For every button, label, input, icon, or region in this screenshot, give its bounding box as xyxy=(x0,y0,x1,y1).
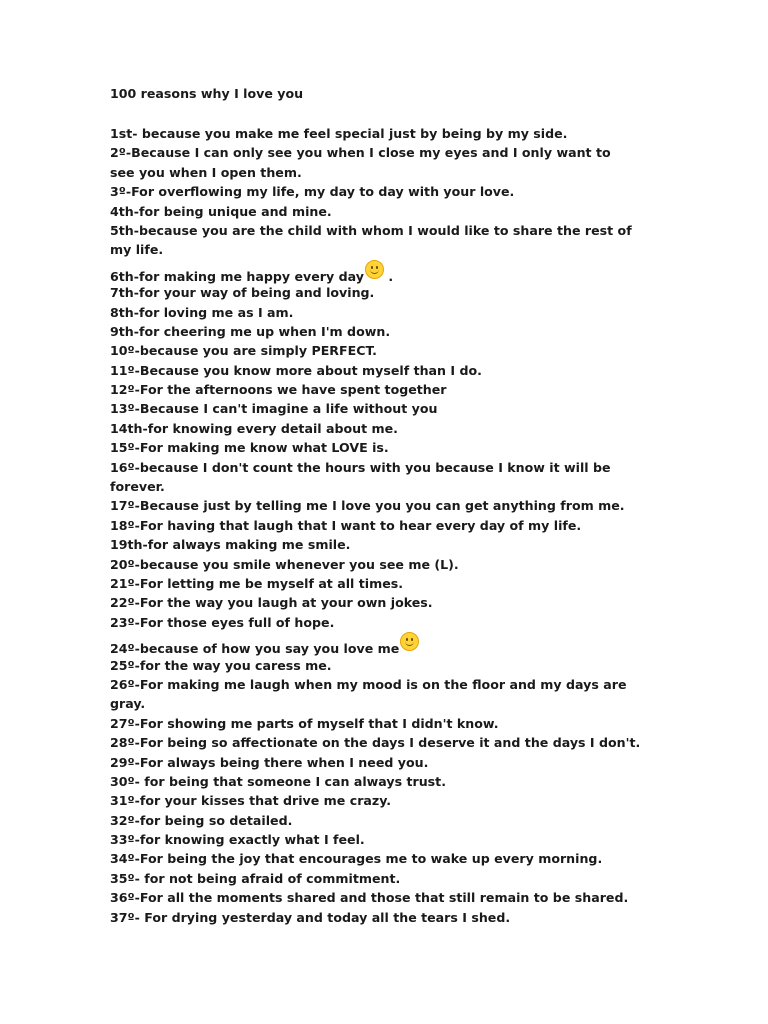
reason-line: 36º-For all the moments shared and those that still remain to be shared. xyxy=(110,890,629,906)
reason-line: 27º-For showing me parts of myself that I didn't know. xyxy=(110,715,499,731)
reason-line: 3º-For overflowing my life, my day to day with your love. xyxy=(110,184,515,200)
reason-line: 21º-For letting me be myself at all times. xyxy=(110,575,404,591)
reason-line: 18º-For having that laugh that I want to hear every day of my life. xyxy=(110,517,582,533)
reason-line: 31º-for your kisses that drive me crazy. xyxy=(110,793,392,809)
reason-line: see you when I open them. xyxy=(110,164,302,180)
reasons-list xyxy=(110,124,670,927)
reason-line: 13º-Because I can't imagine a life without you xyxy=(110,401,438,417)
reason-line: 30º- for being that someone I can always trust. xyxy=(110,773,446,789)
reason-line: 4th-for being unique and mine. xyxy=(110,203,332,219)
reason-line: 12º-For the afternoons we have spent together xyxy=(110,382,447,398)
smiling-face-emoji-icon xyxy=(365,260,384,279)
reason-line: 11º-Because you know more about myself than I do. xyxy=(110,362,482,378)
reason-line: 37º- For drying yesterday and today all the tears I shed. xyxy=(110,909,511,925)
reason-line: 5th-because you are the child with whom I would like to share the rest of xyxy=(110,222,632,238)
smiling-face-emoji-icon xyxy=(400,632,419,651)
reason-line: 19th-for always making me smile. xyxy=(110,537,351,553)
reason-line: 20º-because you smile whenever you see me (L). xyxy=(110,556,459,572)
reason-line: 7th-for your way of being and loving. xyxy=(110,285,375,301)
reason-line: 16º-because I don't count the hours with you because I know it will be xyxy=(110,459,611,475)
reason-line: 1st- because you make me feel special just by being by my side. xyxy=(110,126,568,141)
reason-line: 24º-because of how you say you love me xyxy=(110,632,670,655)
reason-line: 29º-For always being there when I need you. xyxy=(110,754,429,770)
document-title: 100 reasons why I love you xyxy=(110,86,304,101)
reason-line: my life. xyxy=(110,242,164,258)
reason-line: 33º-for knowing exactly what I feel. xyxy=(110,832,365,848)
reason-line: 10º-because you are simply PERFECT. xyxy=(110,343,377,359)
reason-line: gray. xyxy=(110,696,146,712)
reason-line: 15º-For making me know what LOVE is. xyxy=(110,440,389,456)
reason-line: 34º-For being the joy that encourages me to wake up every morning. xyxy=(110,851,603,867)
reason-line: 25º-for the way you caress me. xyxy=(110,657,332,673)
reason-line: 35º- for not being afraid of commitment. xyxy=(110,870,401,886)
reason-line: 28º-For being so affectionate on the days I deserve it and the days I don't. xyxy=(110,735,641,751)
reason-line: 22º-For the way you laugh at your own jokes. xyxy=(110,595,433,611)
reason-line: 23º-For those eyes full of hope. xyxy=(110,614,335,630)
reason-line: 8th-for loving me as I am. xyxy=(110,304,294,320)
reason-line: 2º-Because I can only see you when I close my eyes and I only want to xyxy=(110,145,611,161)
reason-line: 17º-Because just by telling me I love you you can get anything from me. xyxy=(110,498,625,514)
reason-line: forever. xyxy=(110,479,165,495)
reason-line: 32º-for being so detailed. xyxy=(110,812,293,828)
reason-line: 26º-For making me laugh when my mood is on the floor and my days are xyxy=(110,676,627,692)
reason-line: 9th-for cheering me up when I'm down. xyxy=(110,323,391,339)
reason-line: 6th-for making me happy every day . xyxy=(110,260,670,283)
reason-line: 14th-for knowing every detail about me. xyxy=(110,420,398,436)
